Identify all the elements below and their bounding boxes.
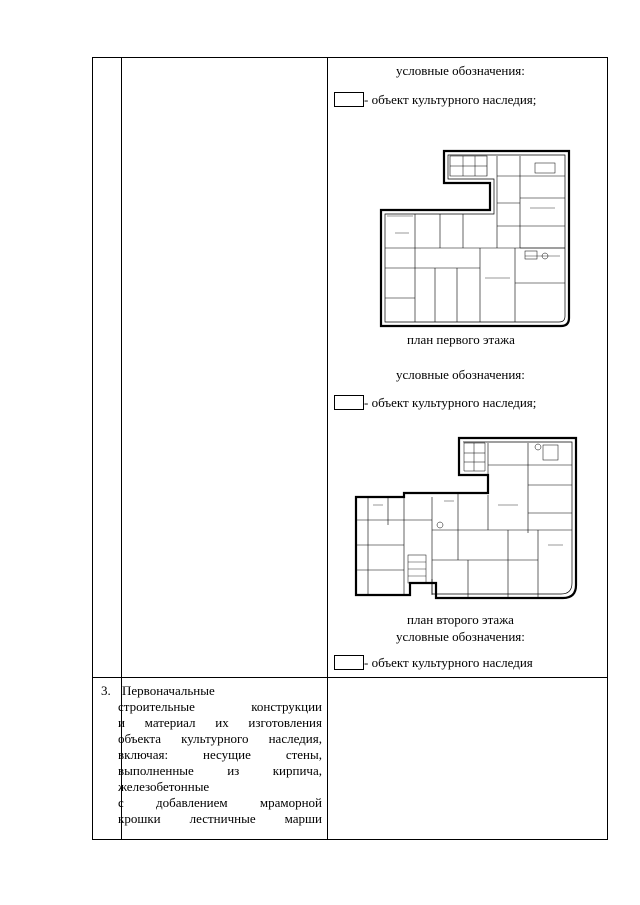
legend-title-2: условные обозначения: [396, 367, 525, 382]
row-text-line-5: включая: несущие стены, [118, 747, 322, 762]
first-floor-caption: план первого этажа [407, 332, 515, 347]
legend-title-3: условные обозначения: [396, 629, 525, 644]
row-text-line-2: строительные конструкции [118, 699, 322, 714]
table-bottom-border [92, 839, 608, 840]
table-row-divider [92, 677, 608, 678]
legend-item-2: - объект культурного наследия; [364, 395, 537, 410]
legend-swatch-3 [334, 655, 364, 670]
legend-swatch-1 [334, 92, 364, 107]
row-number: 3. [101, 683, 111, 698]
legend-swatch-2 [334, 395, 364, 410]
table-col-divider-2 [327, 57, 328, 840]
row-text-line-9: крошки лестничные марши [118, 811, 322, 826]
first-floor-plan-drawing [375, 148, 580, 330]
row-text-line-1: Первоначальные [122, 683, 215, 698]
second-floor-plan-drawing [348, 435, 593, 607]
table-left-border [92, 57, 93, 840]
row-text-line-6: выполненные из кирпича, [118, 763, 322, 778]
row-text-line-3: и материал их изготовления [118, 715, 322, 730]
table-right-border [607, 57, 608, 840]
legend-item-1: - объект культурного наследия; [364, 92, 537, 107]
table-top-border [92, 57, 608, 58]
second-floor-caption: план второго этажа [407, 612, 514, 627]
row-text-line-8: с добавлением мраморной [118, 795, 322, 810]
legend-item-3: - объект культурного наследия [364, 655, 533, 670]
row-text-line-4: объекта культурного наследия, [118, 731, 322, 746]
row-text-line-7: железобетонные [118, 779, 210, 794]
legend-title-1: условные обозначения: [396, 63, 525, 78]
